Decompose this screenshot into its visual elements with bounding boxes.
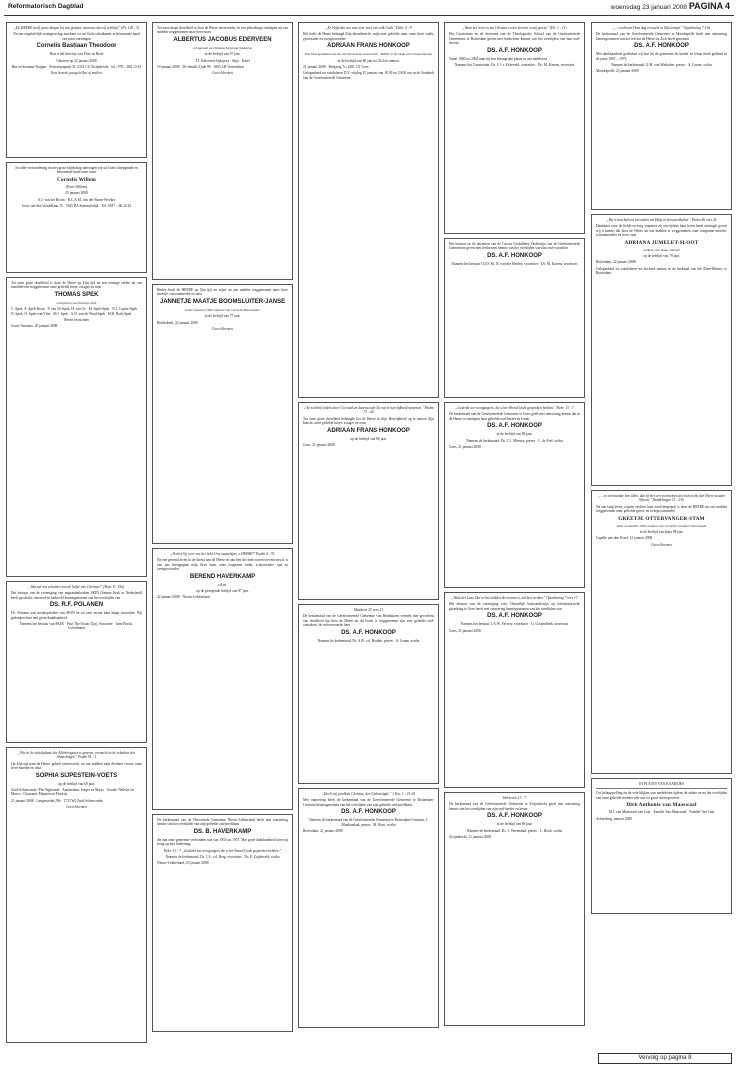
header-rule bbox=[4, 15, 734, 16]
page-header bbox=[0, 0, 738, 16]
column-2 bbox=[152, 22, 293, 1036]
death-notice-jumelet: „Hij is krachteloos bevonden om Hulp in benauwdheden." Psalm 46 vers 2b Dankbaar voor de liefde en zorg waarmee zij ons tijdens haar leven heeft omringd, geven wij u kennis dat door de Heere uit ons midden is weggenomen onze zorgzame moeder, schoonmoeder en lieve oma ADRIANA JUMELET-SLOOT weduwe van Janus Jumelet op de leeftijd van 79 jaar. Rotterdam, 22 januari 2008 Gelegenheid tot condoleren ná afscheid nemen in de kerkzaal van het Eben-Haëzer, te Rotterdam. bbox=[591, 214, 732, 486]
death-notice-haverkamp-2: De kerkenraad van de Hervormde Gemeente Nieuw-Lekkerland heeft met ontroering kennis van het overlijden van zijn geliefde oud-predikant DS. B. HAVERKAMP die aan onze gemeente verbonden was van 1953 tot 1957. Met grote dankbaarheid zien wij terug op zijn bediening. Hebr. 13 : 7 „Gedenkt uw voorgangers die u het Woord Gods gesproken hebben." Namens de kerkenraad, Ds. J.A. v.d. Berg, voorzitter · Ds. P. Zuijdeveld, scriba Nieuw-Lekkerland, 23 januari 2008 bbox=[152, 814, 293, 1032]
death-notice-polanen: „Wat zal ons scheiden van de liefde van Christus?" (Rom. 8 : 35a) Het bestuur van de vereniging van migrantenkerken SKIN (Samen Kerk in Nederland) heeft geschokt, ontroerd en bedroefd kennisgenomen van het overlijden van DS. R.F. POLANEN Ds. Polanen was medeoprichter van SKIN en tot zeer recent haar lange voorzitter. Wij gedenken hem met grote dankbaarheid. Namens het bestuur van SKIN · Paul The Owan Tjaij, Voorzitter · June Bocks, Coördinator bbox=[6, 581, 147, 743]
column-5 bbox=[591, 22, 732, 918]
paper-name: Reformatorisch Dagblad bbox=[8, 3, 84, 10]
death-notice-ederveen: Tot onze diepe droefheid is door de Heere onverwacht, in een plotselinge ontslapen uit ons midden weggenomen onze lieve man ALBERTUS JACOBUS EDERVEEN echtgenoot van Tatjana Ivanovna Sjalajeva in de leeftijd van 57 jaar. T.I. Ederveen-Sjalajeva · Anja · Karel 19 januari 2008 · De Smalle Zijde 88 · 3903 LR Veenendaal Geen bloemen bbox=[152, 22, 293, 280]
death-notice-honkoop-7: „Gedenkt uw voorgangers, die u het Woord Gods gesproken hebben." Hebr. 13 : 7 De kerkenraad van de Gereformeerde Gemeente te Goes geeft met ontroering kennis dat in de Heere is ontslapen haar geliefde oud-herder en leraar DS. A.F. HONKOOP in de leeftijd van 86 jaar. Namens de kerkenraad: Ds. C.J. Meeuse, preses · C. de Frel, scriba Goes, 21 januari 2008 bbox=[444, 402, 585, 588]
column-3 bbox=[298, 22, 439, 1032]
death-notice-honkoop-2: „Op zeld mij leiden door Uw raad en daarna zult Gij mij in heerlijkheid opnemen." Psalm 73 : 24 Tot onze grote droefheid behaagde het de Heere in Zijn Heerlijkheid op te nemen Zijn knecht, onze geliefde broer, zwager en oom ADRIAAN FRANS HONKOOP op de leeftijd van 86 jaar. Goes, 21 januari 2008 bbox=[298, 402, 439, 600]
child-name: Cornelis Bastiaan Theodoor bbox=[36, 43, 117, 50]
death-notice-honkoop: „Er blijft dan een rust over voor het volk Gods." Hebr. 4 : 9 Het heeft de Heere behaagd Zijn dienstknecht, mijn zeer geliefde man, onze lieve vader, grootvader en overgrootvader ADRIAAN FRANS HONKOOP Emeritus predikant van de Gereformeerde Gemeenten · Ridder in de Orde van Oranje-Nassau in de leeftijd van 86 jaar tot Zich te nemen. 21 januari 2008 · Bergweg 7c, 4461 LX Goes Gelegenheid tot condoleren D.V. vrijdag 25 januari van 18.30 tot 20.00 uur in de Sionkerk van de Gereformeerde Gemeente. bbox=[298, 22, 439, 398]
death-notice-honkoop-6: Het bestuur en de docenten van de Cursus Godsdienst Onderwijs van de Gereformeerde Gemeenten geven met leedwezen kennis van het overlijden van hun oud-voorzitter DS. A.F. HONKOOP Namens het bestuur CGO: Ds. B. van der Heiden, voorzitter · Ds. M. Karens, secretaris bbox=[444, 238, 585, 398]
death-notice-haverkamp: „Verhef Gij over ons het licht Uws aanschijns, o HEERE!" Psalm 4 : 7b Na een gevend leven in de dienst aan de Heere en aan hen die hem waren toevertrouwd, is van ons heengegaan mijn lieve man, onze zorgzame vader, schoonvader, opa en overgrootvader BEREND HAVERKAMP v.d.m. op de gezegende leeftijd van 87 jaar. 22 januari 2008 · Nieuw-Lekkerland bbox=[152, 548, 293, 810]
death-notice-spek: Tot onze grote droefheid is door de Heere op Zijn tijd na een ernstige ziekte uit ons familieleven weggenomen onze geliefde broer, zwager en oom THOMAS SPEK echtgenoot van Pieuntje Slob C. Spek, A. Spek-Boon · P. van Os-Spek, H. van Os · M. Spek-Spek · N.J. Copier-Spek · N. Spek, N. Spek-van Vliet · M.J. Spek · A.N. van de Wind-Spek · H.H. Both-Spek Neven en nichten Groot-Ammers, 20 januari 2008 bbox=[6, 277, 147, 577]
death-notice-sijpestein: „Wie in de schuilplaats des Allerhoogsten is gezeten, vernacht in de schaduw des Almachtigen." Psalm 91 : 1 Op Zijn tijd nam de Heere, geheel onverwacht, uit ons midden mijn dierbare vrouw, onze lieve moeder en oma SOPHIA SIJPESTEIN-VOETS op de leeftijd van 68 jaar. Zuid-Scharwoude: Piet Sijpestein · Amsterdam: Sieger en Marja · Gouda: Nelleke en Marco · Oostzaan: Maarten en Floortje 21 januari 2008 · Langeweide 29b · 1723 WJ Zuid-Scharwoude Geen bloemen bbox=[6, 747, 147, 1043]
thanks-notice: IN PLAATS VAN KAARTJES Uw belangstelling en de vele blijken van medeleven tijdens de ziekte en na het overlijden van onze geliefde moeder zijn ons tot grote steun geweest. Dirk Anthonie van Maaswaal M.J. van Maaswaal-van Laar · Familie Van Maaswaal · Familie Van Laar Achterberg, januari 2008 bbox=[591, 778, 732, 914]
death-notice-honkoop-8: „Want het Lam, Dat in het midden des troons is, zal hen weiden." Openbaring 7 vers 17 Het bestuur van de vereniging voor Christelijk basisonderwijs op reformatorische grondslag te Goes heeft met ontroering kennisgenomen van het overlijden van DS. A.F. HONKOOP Namens het bestuur, J.A.W. Verwey, voorzitter · G. Geijtenbeek, secretaris Goes, 21 januari 2008 bbox=[444, 592, 585, 788]
continued-link[interactable]: Vervolg op pagina 8 bbox=[598, 1053, 732, 1064]
death-notice-honkoop-3: Mattheüs 25 vers 21 De kerkenraad van de Gereformeerde Gemeente van Benthuizen vermelt met gevoelens van droefheid dat door de Heere uit dit leven is weggenomen zijn zeer geliefde oud-consulent, de welverwaarde heer DS. A.F. HONKOOP Namens de kerkenraad, Ds. A.B. v.d. Heiden, preses · A. Leune, scriba bbox=[298, 604, 439, 784]
death-notice-honkoop-10: „... en dienen Hem dag en nacht in Zijn tempel." Openbaring 7:15a De kerkenraad van de Gereformeerde Gemeente te Moerkapelle heeft met ontroering kennisgenomen van het feit dat de Heere tot Zich heeft genomen DS. A.F. HONKOOP Met dankbaarheid gedenken wij hoe hij de gemeente als herder en leraar heeft gediend in de jaren 1967 – 1975. Namens de kerkenraad, G.M. van Winkelen, preses · A. Louter, scriba Moerkapelle, 23 januari 2008 bbox=[591, 22, 732, 210]
page-info: woensdag 23 januari 2008 PAGINA 4 bbox=[610, 1, 730, 11]
column-1 bbox=[6, 22, 147, 1047]
death-notice-honkoop-4: „Doch wij predikén Christus, den Gekruisigde." 1 Kor. 1 : 23-24 Met ontroering heeft de kerkenraad van de Gereformeerde Gemeente te Rotterdam-Centrum kennisgenomen van het overlijden van zijn geliefde oud-predikant DS. A.F. HONKOOP Namens de kerkenraad van de Gereformeerde Gemeente te Rotterdam-Centrum, J. Blankendaal, preses · M. Boot, scriba Rotterdam, 21 januari 2008 bbox=[298, 788, 439, 1028]
death-notice-honkoop-9: Hebreeën 13 : 7 De kerkenraad van de Gereformeerde Gemeente te Zwijndrecht geeft met ontroering kennis van het overlijden van zijn oud-herder en leraar DS. A.F. HONKOOP in de leeftijd van 86 jaar. Namens de kerkenraad, Ds. J. Verrendaal, preses · L. Rook, scriba Zwijndrecht, 21 januari 2008 bbox=[444, 792, 585, 1026]
column-4 bbox=[444, 22, 585, 1030]
death-notice-honkoop-5: „Want het leven is mij Christus en het sterven is mij gewin." (Fil. 1 : 21) Het Curatorium en de docenten van de Theologische School van de Gereformeerde Gemeenten te Rotterdam geven met leedwezen kennis van het overlijden van hun oud-docent DS. A.F. HONKOOP Vanaf 1960 tot 2002 nam hij een belangrijke plaats in ons midden in. Namens het Curatorium: Ds. J.J. v. Eckeveld, voorzitter · Ds. M. Karens, secretaris bbox=[444, 22, 585, 234]
death-notice-boomsluiter: Heden heeft de HEERE op Zijn tijd en wijze uit ons midden weggenomen onze lieve moeder, schoonmoeder en oma JANNETJE MAATJE BOOMSLUITER-JANSE sinds 9 januari 1969 weduwe van Cornelis Boomsluiter in de leeftijd van 77 jaar. Ridderkerk, 22 januari 2008 Geen bloemen bbox=[152, 284, 293, 544]
death-notice-ottervanger: „... en vermaande hen allen, dat zij met een voornemen des harten bij den Heere zouden blijven." Handelingen 11 : 23b Na een lang leven, waarin verdriet haar werd bespaard, is door de HEERE uit ons midden weggenomen onze geliefde groot- en overgrootmoeder GREETJE OTTERVANGER-STAM sinds 24 oktober 2005 weduwe van Cornelis Leendert Ottervanger in de leeftijd van bijna 98 jaar. Capelle aan den IJssel, 21 januari 2008 Geen bloemen bbox=[591, 490, 732, 774]
birth-notice: „De HEERE heeft grote dingen bij ons gedaan; daarom zijn wij verblijd." (Ps. 126 : 3) Na een ongelofelijk zwangerschap mochten we uit Gods schatkamer in bewarende hand een zoon ontvangen Cornelis Bastiaan Theodoor Bart is het broertje van Elise en René Geboren op 22 januari 2008 Bas en Suzanne Kuijper · Prinsessenpark 31, 3331 CZ Zwijndrecht · tel.: 078 – 682 13 81 Voor bezoek graag bellen of mailen. bbox=[6, 22, 147, 158]
birth-notice-2: In stille verwondering en met grote blijdschap ontvingen wij uit Gods scheppende en bewarende hand onze zoon Cornelis Willem (Kees Willem) 25 januari 2008 A.J. van der Boom · B.C.A.M. van der Boom-Preeker Joost van den Vondellaan 15 · 3345 BA Sommelsdijk · Tel. 0187 – 66 32 42 bbox=[6, 162, 147, 273]
